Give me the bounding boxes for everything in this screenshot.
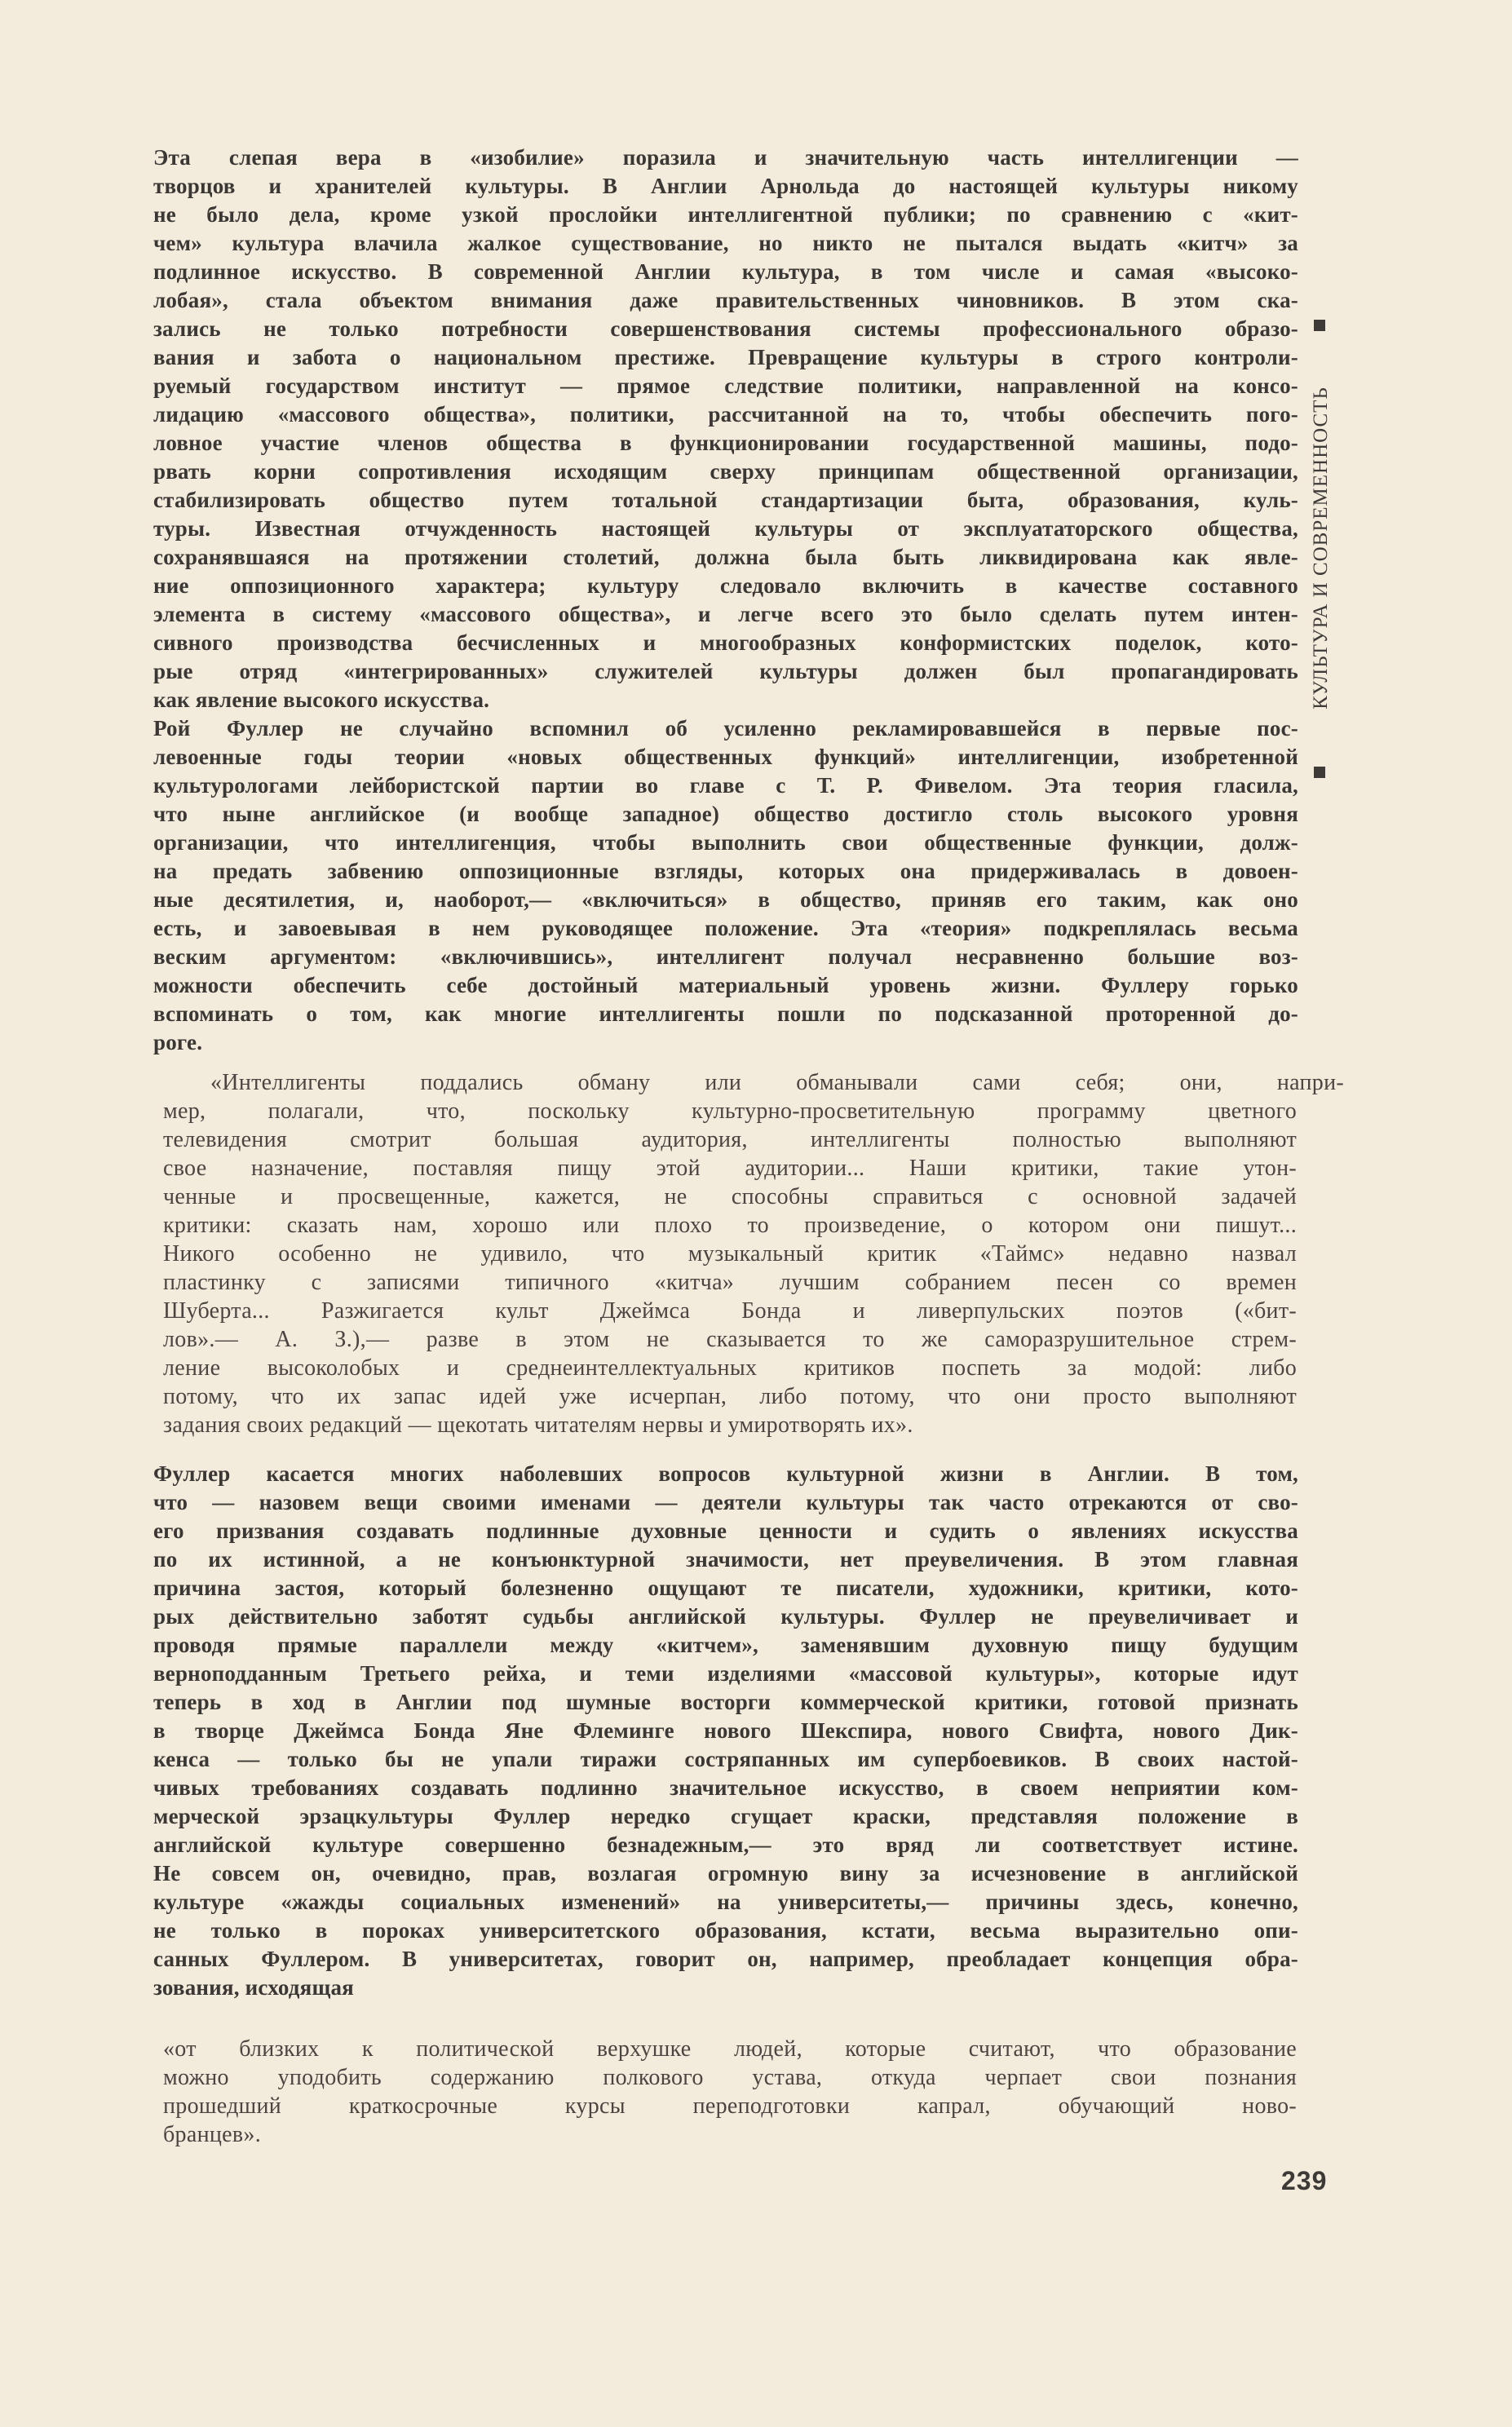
quote-line: пластинку с записями типичного «китча» лучшим собранием песен со времен <box>163 1270 1297 1295</box>
body-line: ловное участие членов общества в функционировании государственной машины, подо- <box>153 431 1298 455</box>
body-line: санных Фуллером. В университетах, говорит он, например, преобладает концепция обра- <box>153 1947 1298 1971</box>
body-line: веским аргументом: «включившись», интеллигент получал несравненно большие воз- <box>153 944 1298 969</box>
body-line: культурологами лейбористской партии во главе с Т. Р. Фивелом. Эта теория гласила, <box>153 773 1298 798</box>
blockquote-intellectuals <box>163 1068 1344 1439</box>
body-line: проводя прямые параллели между «китчем», заменявшим духовную пищу будущим <box>153 1633 1298 1657</box>
body-line: ние оппозиционного характера; культуру следовало включить в качестве составного <box>153 573 1298 598</box>
body-line: стабилизировать общество путем тотальной стандартизации быта, образования, куль- <box>153 488 1298 512</box>
body-line: по их истинной, а не конъюнктурной значимости, нет преувеличения. В этом главная <box>153 1547 1298 1572</box>
body-line: туры. Известная отчужденность настоящей культуры от эксплуататорского общества, <box>153 516 1298 541</box>
body-line: что ныне английское (и вообще западное) общество достигло столь высокого уровня <box>153 802 1298 826</box>
body-line: рые отряд «интегрированных» служителей культуры должен был пропагандировать <box>153 659 1298 683</box>
body-line: есть, и завоевывая в нем руководящее положение. Эта «теория» подкреплялась весьма <box>153 916 1298 940</box>
body-line: верноподданным Третьего рейха, и теми изделиями «массовой культуры», которые идут <box>153 1661 1298 1686</box>
body-line: не только в пороках университетского образования, кстати, весьма выразительно опи- <box>153 1918 1298 1943</box>
body-line: Не совсем он, очевидно, прав, возлагая огромную вину за исчезновение в английской <box>153 1861 1298 1885</box>
body-line: мерческой эрзацкультуры Фуллер нередко сгущает краски, представляя положение в <box>153 1804 1298 1828</box>
body-line: рых действительно заботят судьбы английской культуры. Фуллер не преувеличивает и <box>153 1604 1298 1629</box>
body-line: подлинное искусство. В современной Англии культура, в том числе и самая «высоко- <box>153 259 1298 284</box>
quote-line: «Интеллигенты поддались обману или обманывали сами себя; они, напри- <box>210 1070 1344 1095</box>
quote-line: потому, что их запас идей уже исчерпан, либо потому, что они просто выполняют <box>163 1384 1297 1409</box>
body-line: в творце Джеймса Бонда Яне Флеминге нового Шекспира, нового Свифта, нового Дик- <box>153 1718 1298 1743</box>
body-line: Рой Фуллер не случайно вспомнил об усиленно рекламировавшейся в первые пос- <box>153 716 1298 740</box>
body-line: Эта слепая вера в «изобилие» поразила и значительную часть интеллигенции — <box>153 145 1298 170</box>
body-line: чивых требованиях создавать подлинно значительное искусство, в своем неприятии ком- <box>153 1775 1298 1800</box>
paragraph-fuller-new-functions <box>153 714 1298 1057</box>
body-line: вспоминать о том, как многие интеллигенты пошли по подсказанной проторенной до- <box>153 1001 1298 1026</box>
quote-line: можно уподобить содержанию полкового устава, откуда черпает свои познания <box>163 2065 1297 2090</box>
body-line: не было дела, кроме узкой прослойки интеллигентной публики; по сравнению с «кит- <box>153 202 1298 227</box>
body-line: лобая», стала объектом внимания даже правительственных чиновников. В этом ска- <box>153 288 1298 312</box>
body-line: английской культуре совершенно безнадежным,— это вряд ли соответствует истине. <box>153 1832 1298 1857</box>
running-title: КУЛЬТУРА И СОВРЕМЕННОСТЬ <box>1310 387 1332 710</box>
quote-line: лов».— А. З.),— разве в этом не сказывается то же саморазрушительное стрем- <box>163 1327 1297 1352</box>
body-line: организации, что интеллигенция, чтобы выполнить свои общественные функции, долж- <box>153 830 1298 855</box>
body-line: кенса — только бы не упали тиражи состряпанных им супербоевиков. В своих настой- <box>153 1747 1298 1771</box>
page-number: 239 <box>1281 2166 1328 2195</box>
body-line: его призвания создавать подлинные духовные ценности и судить о явлениях искусства <box>153 1519 1298 1543</box>
body-line: роге. <box>153 1030 203 1054</box>
body-line: Фуллер касается многих наболевших вопросов культурной жизни в Англии. В том, <box>153 1461 1298 1486</box>
body-line: теперь в ход в Англии под шумные восторги коммерческой критики, готовой признать <box>153 1690 1298 1714</box>
body-line: зования, исходящая <box>153 1975 354 2000</box>
body-line: элемента в систему «массового общества», и легче всего это было сделать путем интен- <box>153 602 1298 626</box>
body-line: ные десятилетия, и, наоборот,— «включиться» в общество, приняв его таким, как оно <box>153 887 1298 912</box>
body-line: культуре «жажды социальных изменений» на университеты,— причины здесь, конечно, <box>153 1890 1298 1914</box>
quote-line: Шуберта... Разжигается культ Джеймса Бонда и ливерпульских поэтов («бит- <box>163 1298 1297 1324</box>
quote-line: Никого особенно не удивило, что музыкальный критик «Таймс» недавно назвал <box>163 1241 1297 1267</box>
quote-line: критики: сказать нам, хорошо или плохо то произведение, о котором они пишут... <box>163 1213 1297 1238</box>
quote-line: ление высоколобых и среднеинтеллектуальных критиков поспеть за модой: либо <box>163 1355 1297 1381</box>
body-line: руемый государством институт — прямое следствие политики, направленной на консо- <box>153 374 1298 398</box>
quote-line: «от близких к политической верхушке людей, которые считают, что образование <box>163 2036 1297 2062</box>
quote-line: свое назначение, поставляя пищу этой аудитории... Наши критики, такие утон- <box>163 1156 1297 1181</box>
body-line: сохранявшаяся на протяжении столетий, должна была быть ликвидирована как явле- <box>153 545 1298 569</box>
body-line: что — назовем вещи своими именами — деятели культуры так часто отрекаются от сво- <box>153 1490 1298 1514</box>
body-line: зались не только потребности совершенствования системы профессионального образо- <box>153 316 1298 341</box>
paragraph-abundance-belief <box>153 144 1298 714</box>
quote-line: телевидения смотрит большая аудитория, интеллигенты полностью выполняют <box>163 1127 1297 1152</box>
square-bullet-icon <box>1314 320 1325 331</box>
blockquote-education <box>163 2035 1297 2149</box>
body-line: творцов и хранителей культуры. В Англии Арнольда до настоящей культуры никому <box>153 174 1298 198</box>
body-line: вания и забота о национальном престиже. Превращение культуры в строго контроли- <box>153 345 1298 369</box>
body-line: лидацию «массового общества», политики, рассчитанной на то, чтобы обеспечить пого- <box>153 402 1298 427</box>
quote-line: задания своих редакций — щекотать читателям нервы и умиротворять их». <box>163 1412 913 1438</box>
square-bullet-icon <box>1314 767 1325 778</box>
paragraph-fuller-cultural-issues <box>153 1460 1298 2002</box>
quote-line: мер, полагали, что, поскольку культурно-просветительную программу цветного <box>163 1099 1297 1124</box>
body-line: причина застоя, который болезненно ощущают те писатели, художники, критики, кото- <box>153 1576 1298 1600</box>
body-line: как явление высокого искусства. <box>153 687 490 712</box>
running-title-sidebar <box>1305 320 1337 776</box>
body-line: можности обеспечить себе достойный материальный уровень жизни. Фуллеру горько <box>153 973 1298 997</box>
body-line: на предать забвению оппозиционные взгляды, которых она придерживалась в довоен- <box>153 859 1298 883</box>
body-line: сивного производства бесчисленных и многообразных конформистских поделок, кото- <box>153 630 1298 655</box>
body-line: левоенные годы теории «новых общественных функций» интеллигенции, изобретенной <box>153 745 1298 769</box>
quote-line: ченные и просвещенные, кажется, не способны справиться с основной задачей <box>163 1184 1297 1209</box>
body-line: рвать корни сопротивления исходящим сверху принципам общественной организации, <box>153 459 1298 484</box>
body-line: чем» культура влачила жалкое существование, но никто не пытался выдать «китч» за <box>153 231 1298 255</box>
quote-line: прошедший краткосрочные курсы переподготовки капрал, обучающий ново- <box>163 2093 1297 2119</box>
quote-line: бранцев». <box>163 2122 261 2147</box>
